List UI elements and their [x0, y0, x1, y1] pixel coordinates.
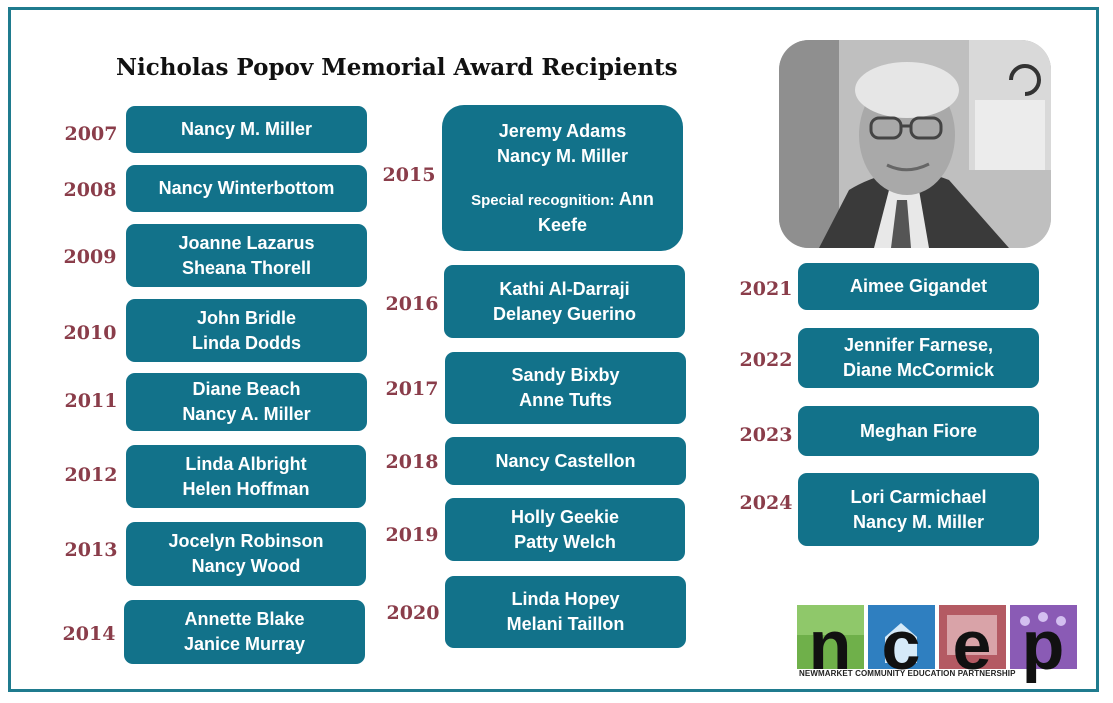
- recipient-name: Patty Welch: [514, 531, 616, 552]
- recipient-name: Sandy Bixby: [511, 365, 620, 385]
- recipient-name: Aimee Gigandet: [849, 276, 988, 296]
- recipient-name: Linda Hopey: [511, 589, 620, 609]
- recipient-name: Linda Dodds: [192, 332, 301, 353]
- recipient-name: Nancy Winterbottom: [158, 178, 335, 198]
- year-2011: 2011: [64, 390, 118, 412]
- recipient-box-2014: [124, 600, 365, 664]
- recipient-name: Diane McCormick: [842, 360, 995, 380]
- recipient-box-2013: [126, 522, 366, 586]
- recipient-box-2018: [445, 437, 686, 485]
- year-2008: 2008: [63, 179, 117, 201]
- recipient-box-2021: [798, 263, 1039, 310]
- recipient-name: Helen Hoffman: [182, 478, 310, 499]
- year-2007: 2007: [64, 123, 118, 145]
- recipient-name: Lori Carmichael: [850, 486, 987, 507]
- recipient-box-2017: [445, 352, 686, 424]
- recipient-box-2007: [126, 106, 367, 153]
- recipient-name: Nancy Wood: [191, 556, 301, 576]
- recipient-box-2016: [444, 265, 685, 338]
- logo-letter-c: c: [881, 606, 921, 683]
- special-recognition-label: Special recognition:: [471, 191, 615, 209]
- special-recognition-name: Ann Keefe: [537, 188, 654, 235]
- recipient-box-2011: [126, 373, 367, 431]
- logo-letter-p: p: [1021, 606, 1065, 683]
- portrait-illustration: [779, 40, 1051, 248]
- year-2014: 2014: [62, 623, 116, 645]
- special-recognition: [452, 187, 673, 238]
- recipient-box-2010: [126, 299, 367, 362]
- recipient-box-2019: [445, 498, 685, 561]
- logo-letter-e: e: [952, 606, 992, 683]
- year-2018: 2018: [385, 451, 439, 473]
- recipient-name: Diane Beach: [192, 379, 301, 399]
- recipient-name: Annette Blake: [184, 609, 305, 629]
- recipient-name: Nancy M. Miller: [852, 511, 985, 532]
- recipient-name: Delaney Guerino: [492, 303, 637, 324]
- recipient-name: Joanne Lazarus: [178, 232, 315, 253]
- recipient-box-2020: [445, 576, 686, 648]
- year-2022: 2022: [739, 349, 793, 371]
- portrait-photo: [779, 40, 1051, 248]
- recipient-box-2024: [798, 473, 1039, 546]
- recipient-name: Jocelyn Robinson: [168, 531, 324, 551]
- recipient-box-2022: [798, 328, 1039, 388]
- recipient-name: Nancy M. Miller: [496, 145, 629, 166]
- recipient-name: Meghan Fiore: [859, 420, 977, 441]
- recipient-name: Jeremy Adams: [498, 120, 627, 141]
- logo-tagline: NEWMARKET COMMUNITY EDUCATION PARTNERSHIP: [799, 669, 1016, 678]
- recipient-name: Janice Murray: [183, 634, 306, 654]
- year-2010: 2010: [63, 322, 117, 344]
- recipient-name: Nancy M. Miller: [180, 119, 313, 139]
- recipient-box-2023: [798, 406, 1039, 456]
- year-2015: 2015: [382, 164, 436, 186]
- recipient-name: Nancy Castellon: [495, 450, 636, 471]
- year-2016: 2016: [385, 293, 439, 315]
- year-2019: 2019: [385, 524, 439, 546]
- recipient-name: Holly Geekie: [510, 506, 620, 527]
- page-title: Nicholas Popov Memorial Award Recipients: [116, 54, 678, 81]
- year-2013: 2013: [64, 539, 118, 561]
- recipient-name: Melani Taillon: [506, 614, 625, 634]
- recipient-box-2015: [442, 105, 683, 251]
- recipient-name: Kathi Al-Darraji: [499, 278, 630, 299]
- recipient-name: John Bridle: [196, 307, 296, 328]
- recipient-box-2008: [126, 165, 367, 212]
- recipient-name: Nancy A. Miller: [182, 404, 311, 424]
- recipient-name: Linda Albright: [185, 453, 307, 474]
- year-2021: 2021: [739, 278, 793, 300]
- year-2020: 2020: [386, 602, 440, 624]
- year-2024: 2024: [739, 492, 793, 514]
- recipient-box-2012: [126, 445, 366, 508]
- logo-letter-n: n: [808, 606, 852, 683]
- year-2017: 2017: [385, 378, 439, 400]
- year-2023: 2023: [739, 424, 793, 446]
- recipient-name: Jennifer Farnese,: [843, 335, 994, 355]
- year-2012: 2012: [64, 464, 118, 486]
- recipient-box-2009: [126, 224, 367, 287]
- year-2009: 2009: [63, 246, 117, 268]
- recipient-name: Anne Tufts: [519, 390, 612, 410]
- recipient-name: Sheana Thorell: [181, 257, 312, 278]
